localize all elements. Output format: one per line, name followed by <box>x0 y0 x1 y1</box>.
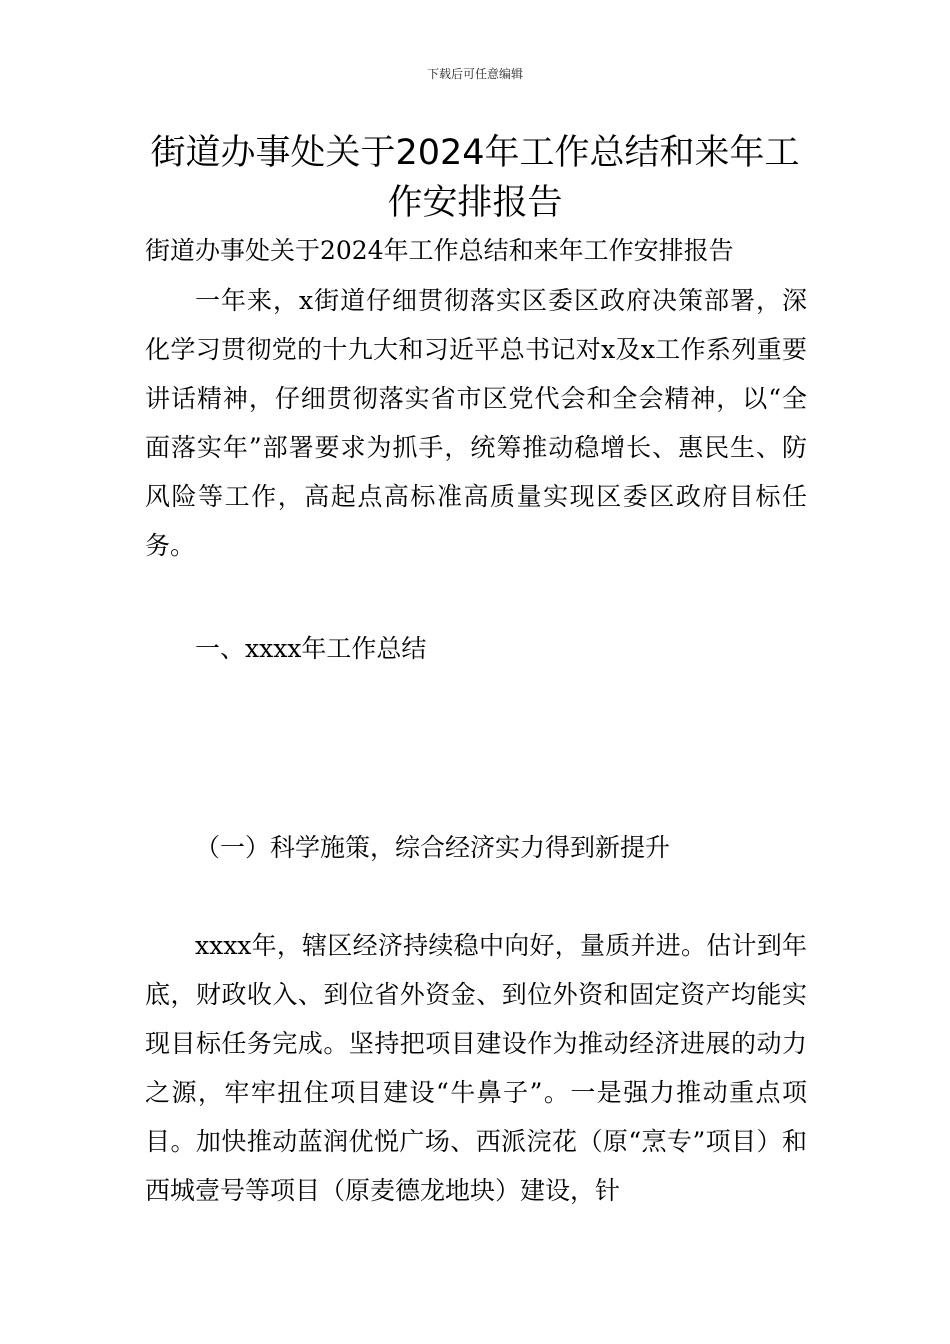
section-heading: 一、xxxx年工作总结 <box>195 634 427 663</box>
intro-paragraph: 一年来，x街道仔细贯彻落实区委区政府决策部署，深化学习贯彻党的十九大和习近平总书记对x及x工作系列重要讲话精神，仔细贯彻落实省市区党代会和全会精神，以“全面落实年”部署要求为抓手，统筹推动稳增长、惠民生、防风险等工作，高起点高标准高质量实现区委区政府目标任务。 <box>145 286 807 560</box>
document-title: 街道办事处关于2024年工作总结和来年工作安排报告 <box>150 133 800 223</box>
subsection-heading: （一）科学施策，综合经济实力得到新提升 <box>195 833 671 862</box>
subsection-paragraph: xxxx年，辖区经济持续稳中向好，量质并进。估计到年底，财政收入、到位省外资金、到位外资和固定资产均能实现目标任务完成。坚持把项目建设作为推动经济进展的动力之源，牢牢扭住项目建设“牛鼻子”。一是强力推动重点项目。加快推动蓝润优悦广场、西派浣花（原“烹专”项目）和西城壹号等项目（原麦德龙地块）建设，针 <box>145 931 807 1205</box>
document-subtitle: 街道办事处关于2024年工作总结和来年工作安排报告 <box>145 236 734 265</box>
header-note: 下载后可任意编辑 <box>426 67 523 81</box>
